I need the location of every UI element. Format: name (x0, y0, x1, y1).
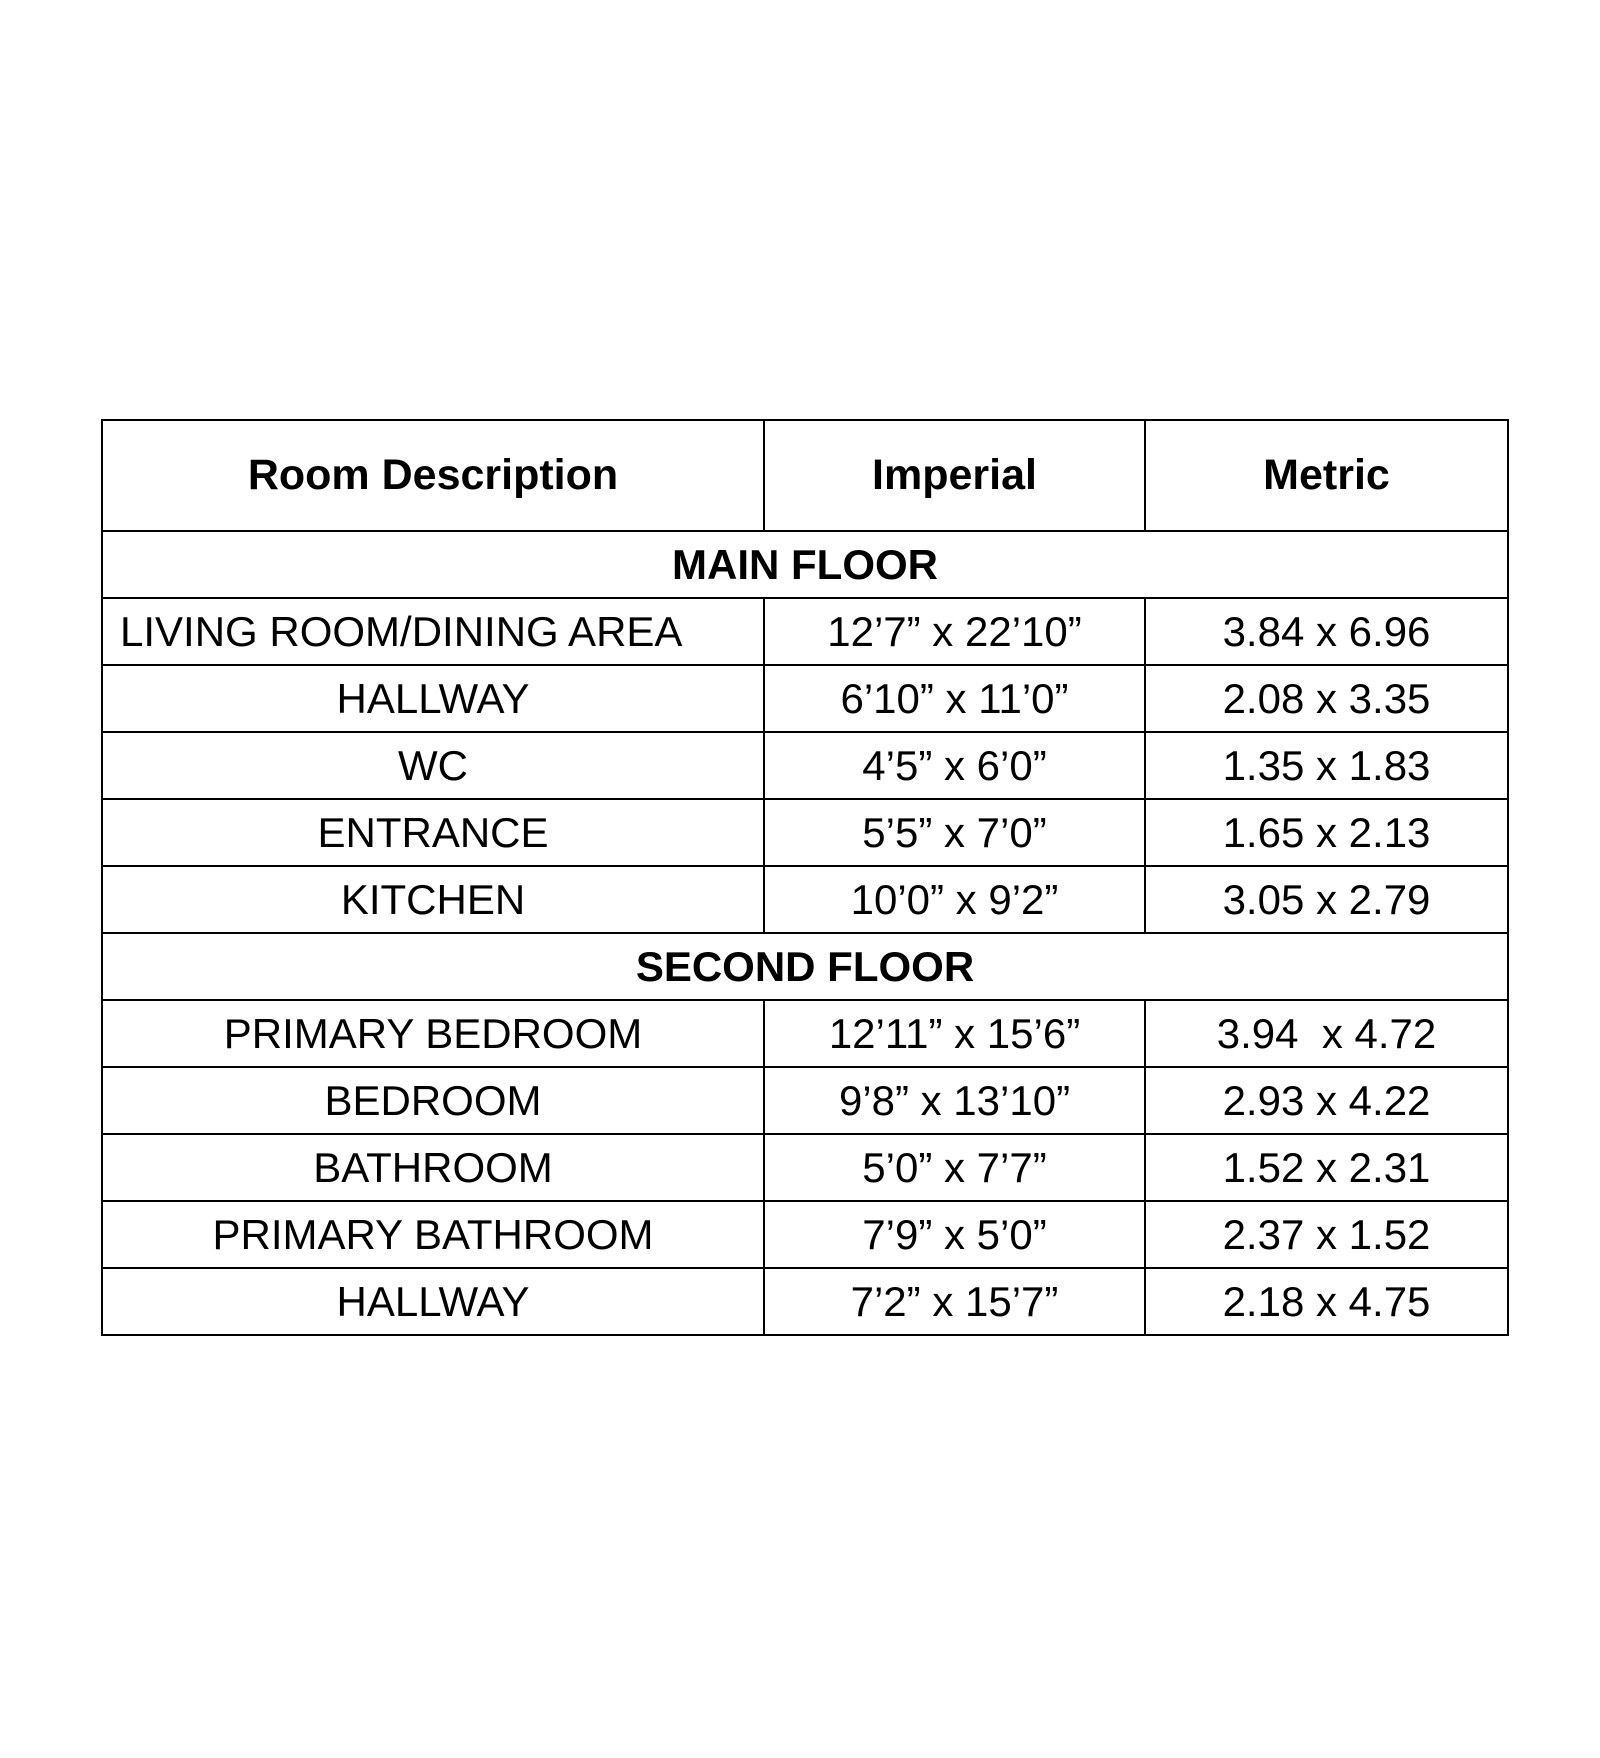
header-imperial: Imperial (764, 420, 1145, 531)
imperial-value: 9’8” x 13’10” (764, 1067, 1145, 1134)
table-row (102, 1134, 1508, 1201)
header-row (102, 420, 1508, 531)
imperial-value: 5’0” x 7’7” (764, 1134, 1145, 1201)
room-name: LIVING ROOM/DINING AREA (102, 598, 764, 665)
table-row (102, 1067, 1508, 1134)
table-row (102, 1201, 1508, 1268)
room-dimensions-table (101, 419, 1509, 1336)
section-title: SECOND FLOOR (102, 933, 1508, 1000)
table-row (102, 1000, 1508, 1067)
table-row (102, 665, 1508, 732)
room-name: PRIMARY BEDROOM (102, 1000, 764, 1067)
section-row-second-floor (102, 933, 1508, 1000)
metric-value: 3.94 x 4.72 (1145, 1000, 1508, 1067)
metric-value: 1.35 x 1.83 (1145, 732, 1508, 799)
imperial-value: 7’9” x 5’0” (764, 1201, 1145, 1268)
table-row (102, 732, 1508, 799)
metric-value: 2.93 x 4.22 (1145, 1067, 1508, 1134)
imperial-value: 5’5” x 7’0” (764, 799, 1145, 866)
section-row-main-floor (102, 531, 1508, 598)
table-row (102, 598, 1508, 665)
imperial-value: 6’10” x 11’0” (764, 665, 1145, 732)
imperial-value: 7’2” x 15’7” (764, 1268, 1145, 1335)
metric-value: 1.65 x 2.13 (1145, 799, 1508, 866)
metric-value: 3.05 x 2.79 (1145, 866, 1508, 933)
imperial-value: 10’0” x 9’2” (764, 866, 1145, 933)
room-name: BATHROOM (102, 1134, 764, 1201)
section-title: MAIN FLOOR (102, 531, 1508, 598)
room-name: WC (102, 732, 764, 799)
imperial-value: 12’7” x 22’10” (764, 598, 1145, 665)
header-metric: Metric (1145, 420, 1508, 531)
metric-value: 2.37 x 1.52 (1145, 1201, 1508, 1268)
room-name: HALLWAY (102, 1268, 764, 1335)
imperial-value: 4’5” x 6’0” (764, 732, 1145, 799)
metric-value: 2.18 x 4.75 (1145, 1268, 1508, 1335)
table-row (102, 1268, 1508, 1335)
metric-value: 3.84 x 6.96 (1145, 598, 1508, 665)
metric-value: 1.52 x 2.31 (1145, 1134, 1508, 1201)
metric-value: 2.08 x 3.35 (1145, 665, 1508, 732)
room-name: HALLWAY (102, 665, 764, 732)
room-name: KITCHEN (102, 866, 764, 933)
header-room-description: Room Description (102, 420, 764, 531)
table-row (102, 799, 1508, 866)
room-name: PRIMARY BATHROOM (102, 1201, 764, 1268)
room-name: BEDROOM (102, 1067, 764, 1134)
room-name: ENTRANCE (102, 799, 764, 866)
imperial-value: 12’11” x 15’6” (764, 1000, 1145, 1067)
table-row (102, 866, 1508, 933)
